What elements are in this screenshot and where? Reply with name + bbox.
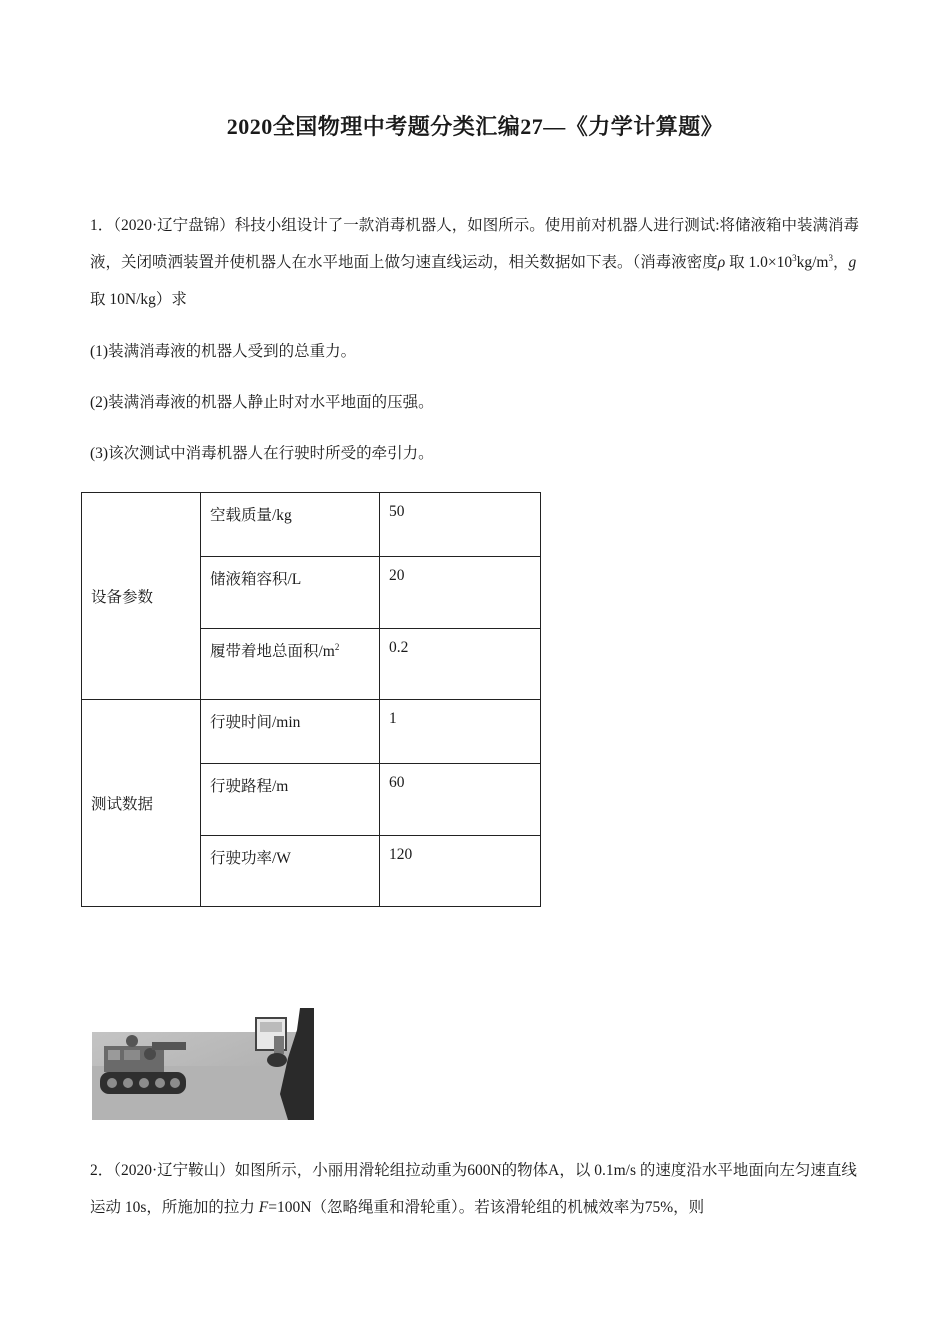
value-cell: 60 <box>380 764 541 836</box>
question-1-number: 1． <box>90 217 114 234</box>
param-text: 履带着地总面积/m <box>210 643 335 660</box>
comma: ， <box>832 254 849 271</box>
question-2-source: （2020·辽宁鞍山） <box>113 1162 235 1179</box>
exponent: 3 <box>792 253 797 263</box>
g-value: 取 10N/kg）求 <box>90 291 187 308</box>
table-row <box>82 700 541 764</box>
param-cell: 行驶时间/min <box>201 700 380 764</box>
sub-question-3: (3)该次测试中消毒机器人在行驶时所受的牵引力。 <box>90 445 434 462</box>
group-label: 设备参数 <box>82 493 201 700</box>
table-row <box>82 493 541 557</box>
question-1-source: （2020·辽宁盘锦） <box>113 217 235 234</box>
question-2-text-end: =100N（忽略绳重和滑轮重）。若该滑轮组的机械效率为75%，则 <box>268 1199 705 1216</box>
group-label: 测试数据 <box>82 700 201 907</box>
density-unit: kg/m <box>796 254 829 271</box>
force-symbol: F <box>258 1199 269 1216</box>
param-cell: 行驶路程/m <box>201 764 380 836</box>
param-cell: 行驶功率/W <box>201 836 380 907</box>
exponent: 2 <box>334 642 340 652</box>
exponent: 3 <box>828 253 833 263</box>
question-2 <box>90 1152 860 1226</box>
g-symbol: g <box>848 254 857 271</box>
param-cell <box>201 629 380 700</box>
rho-symbol: ρ <box>717 254 726 271</box>
value-cell: 50 <box>380 493 541 557</box>
sub-question-1: (1)装满消毒液的机器人受到的总重力。 <box>90 343 357 360</box>
density-value: 取 1.0×10 <box>725 254 793 271</box>
page-title: 2020全国物理中考题分类汇编27—《力学计算题》 <box>226 114 724 139</box>
param-cell: 储液箱容积/L <box>201 557 380 629</box>
question-2-text: 如图所示，小丽用滑轮组拉动重为600N的物体A，以 0.1m/s 的速度沿水平地面向左匀速直线运动 10s，所施加的拉力 <box>90 1162 857 1216</box>
param-cell: 空载质量/kg <box>201 493 380 557</box>
question-1 <box>90 207 860 318</box>
value-cell: 0.2 <box>380 629 541 700</box>
value-cell: 120 <box>380 836 541 907</box>
question-1-text: 科技小组设计了一款消毒机器人，如图所示。使用前对机器人进行测试:将储液箱中装满消毒液，关闭喷洒装置并使机器人在水平地面上做匀速直线运动，相关数据如下表。（消毒液密度 <box>90 217 859 271</box>
value-cell: 20 <box>380 557 541 629</box>
value-cell: 1 <box>380 700 541 764</box>
robot-photo <box>92 1008 314 1120</box>
data-table <box>81 492 541 907</box>
sub-question-2: (2)装满消毒液的机器人静止时对水平地面的压强。 <box>90 394 434 411</box>
question-2-number: 2． <box>90 1162 114 1179</box>
